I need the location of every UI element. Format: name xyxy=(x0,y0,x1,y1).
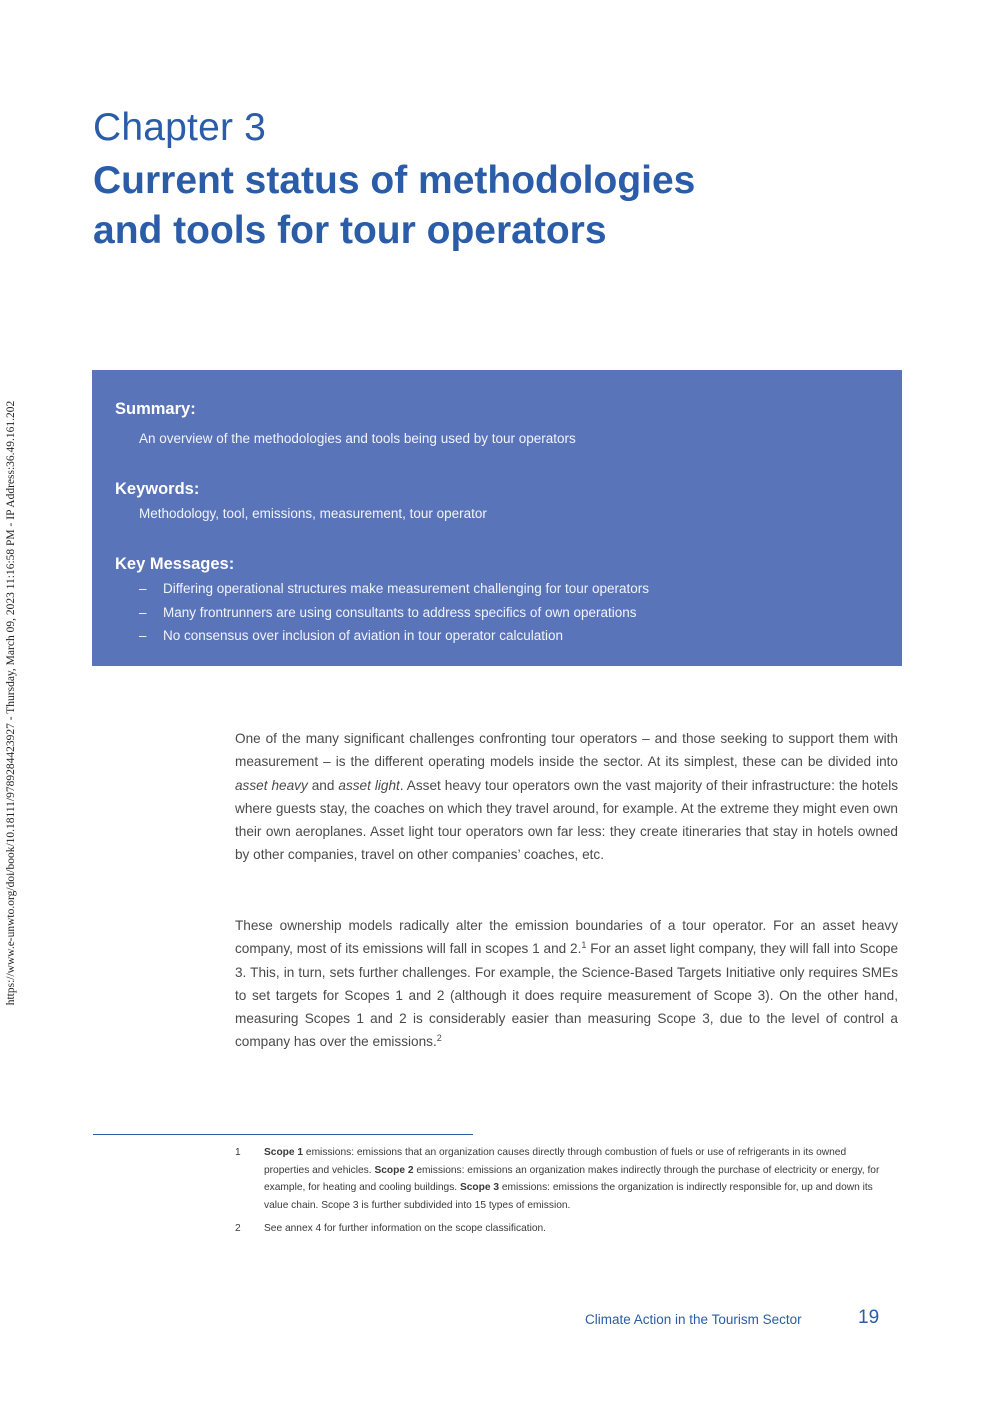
footnote-number: 1 xyxy=(235,1147,241,1158)
chapter-title-line-1: Current status of methodologies xyxy=(93,159,696,202)
chapter-title xyxy=(93,156,853,256)
key-message-item xyxy=(139,605,637,620)
keywords-text: Methodology, tool, emissions, measurement, tour operator xyxy=(139,506,487,521)
download-watermark xyxy=(0,350,22,1055)
footnote-ref-1[interactable]: 1 xyxy=(581,940,587,951)
footnote-text: See annex 4 for further information on the scope classification. xyxy=(264,1223,547,1234)
footnote-number: 2 xyxy=(235,1223,241,1234)
key-message-text: Many frontrunners are using consultants to address specifics of own operations xyxy=(163,605,637,620)
key-message-text: No consensus over inclusion of aviation in tour operator calculation xyxy=(163,628,563,643)
summary-heading: Summary: xyxy=(115,400,196,418)
footnote-1 xyxy=(235,1144,885,1215)
footnote-2 xyxy=(235,1220,885,1238)
bullet-dash: – xyxy=(139,628,147,643)
summary-text: An overview of the methodologies and tools being used by tour operators xyxy=(139,431,576,446)
bullet-dash: – xyxy=(139,605,147,620)
footnote-text: Scope 1 emissions: emissions that an organization causes directly through combustion of fuels or use of refrigerants in its owned properties and vehicles. Scope 2 emissions: emissions an organization makes indirectly through the purchase of electricity or energy, for example, for heating and cooling buildings. Scope 3 emissions: emissions the organization is indirectly responsible for, up and down its value chain. Scope 3 is further subdivided into 15 types of emission. xyxy=(264,1147,880,1212)
summary-box xyxy=(92,370,902,666)
key-message-item xyxy=(139,628,563,643)
key-messages-heading: Key Messages: xyxy=(115,555,235,573)
body-paragraph-1: One of the many significant challenges confronting tour operators – and those seeking to support them with measurement – is the different operating models inside the sector. At its simplest, these can be divided into asset heavy and asset light. Asset heavy tour operators own the vast majority of their infrastructure: the hotels where guests stay, the coaches on which they travel around, for example. At the extreme they might even own their own aeroplanes. Asset light tour operators own far less: they create itineraries that stay in hotels owned by other companies, travel on other companies’ coaches, etc. xyxy=(235,731,899,863)
page-number: 19 xyxy=(858,1307,880,1328)
chapter-title-line-2: and tools for tour operators xyxy=(93,209,607,252)
key-message-text: Differing operational structures make measurement challenging for tour operators xyxy=(163,581,649,596)
key-message-item xyxy=(139,581,649,596)
keywords-heading: Keywords: xyxy=(115,480,200,498)
chapter-label: Chapter 3 xyxy=(93,106,267,149)
body-paragraph-2: These ownership models radically alter the emission boundaries of a tour operator. For an asset heavy company, most of its emissions will fall in scopes 1 and 2.$^1$ For an asset light company, they will fall into Scope 3. This, in turn, sets further challenges. For example, the Science-Based Targets Initiative only requires SMEs to set targets for Scopes 1 and 2 (although it does require measurement of Scope 3). On the other hand, measuring Scopes 1 and 2 is considerably easier than measuring Scope 3, due to the level of control a company has over the emissions.$^2$ xyxy=(235,918,898,1050)
footnote-ref-2[interactable]: 2 xyxy=(436,1033,442,1044)
bullet-dash: – xyxy=(139,581,147,596)
watermark-text: https://www.e-unwto.org/doi/book/10.18111/9789284423927 - Thursday, March 09, 2023 11:16:58 PM - IP Address:36.49.161.202 xyxy=(5,400,17,1005)
footer-publication-title: Climate Action in the Tourism Sector xyxy=(585,1312,802,1327)
footnote-divider xyxy=(93,1134,473,1135)
